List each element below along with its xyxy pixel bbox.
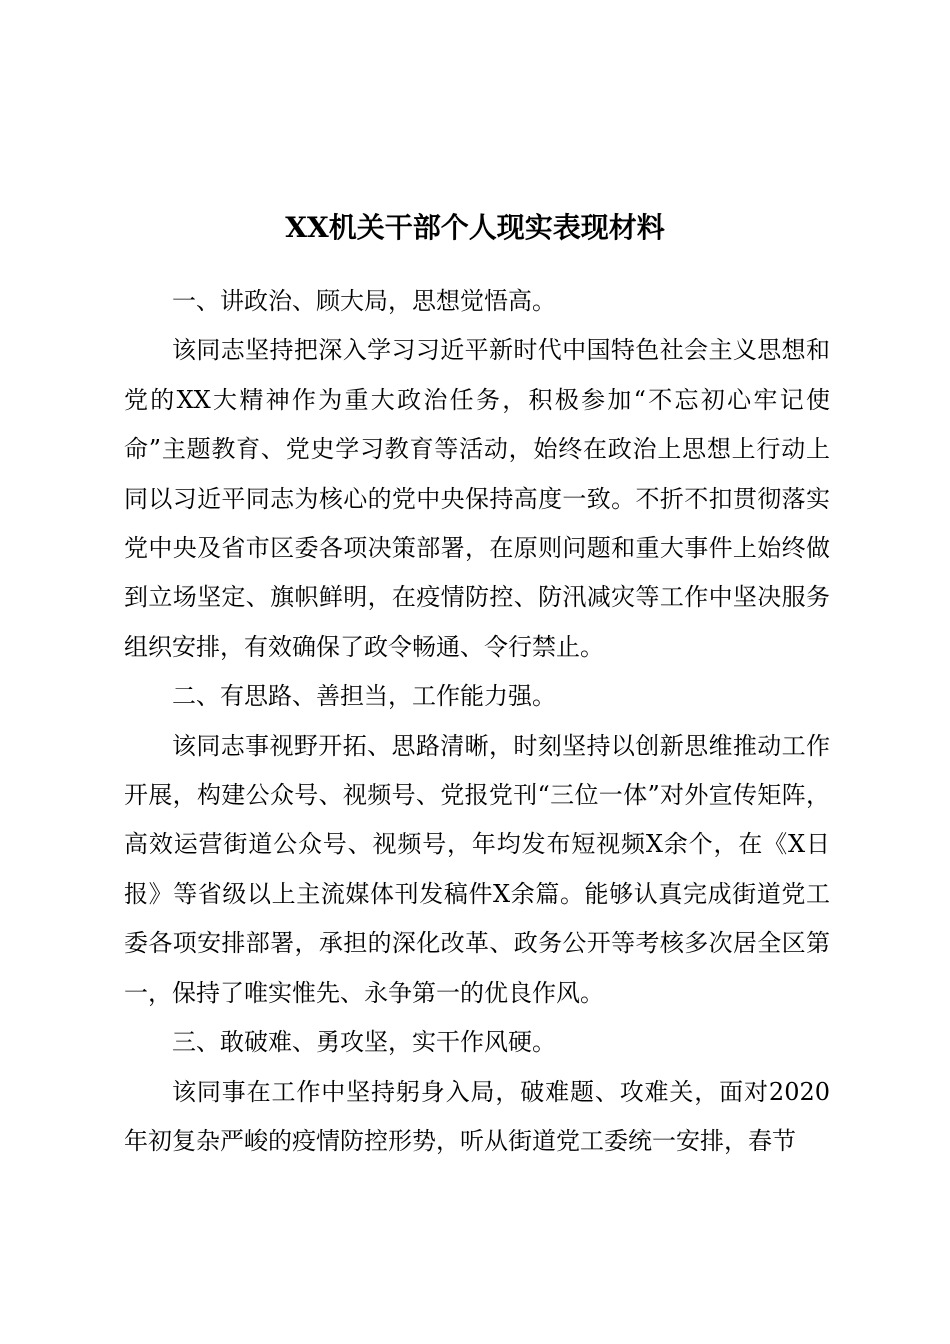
section-heading-2: 二、有思路、善担当，工作能力强。 [172,682,556,711]
paragraph-3: 该同事在工作中坚持躬身入局，破难题、攻难关，面对2020年初复杂严峻的疫情防控形势，听从街道党工委统一安排，春节 [124,1077,830,1155]
section-heading-3: 三、敢破难、勇攻坚，实干作风硬。 [172,1028,556,1057]
document-title: XX机关干部个人现实表现材料 [285,211,665,244]
section-heading-1: 一、讲政治、顾大局，思想觉悟高。 [172,287,556,315]
paragraph-1: 该同志坚持把深入学习习近平新时代中国特色社会主义思想和党的XX大精神作为重大政治任务，积极参加“不忘初心牢记使命”主题教育、党史学习教育等活动，始终在政治上思想上行动上同以习近平同志为核心的党中央保持高度一致。不折不扣贯彻落实党中央及省市区委各项决策部署，在原则问题和重大事件上始终做到立场坚定、旗帜鲜明，在疫情防控、防汛减灾等工作中坚决服务组织安排，有效确保了政令畅通、令行禁止。 [124,336,830,661]
document-body [124,277,830,1166]
paragraph-2: 该同志事视野开拓、思路清晰，时刻坚持以创新思维推动工作开展，构建公众号、视频号、党报党刊“三位一体”对外宣传矩阵，高效运营街道公众号、视频号，年均发布短视频X余个，在《X日报》等省级以上主流媒体刊发稿件X余篇。能够认真完成街道党工委各项安排部署，承担的深化改革、政务公开等考核多次居全区第一，保持了唯实惟先、永争第一的优良作风。 [124,731,830,1007]
